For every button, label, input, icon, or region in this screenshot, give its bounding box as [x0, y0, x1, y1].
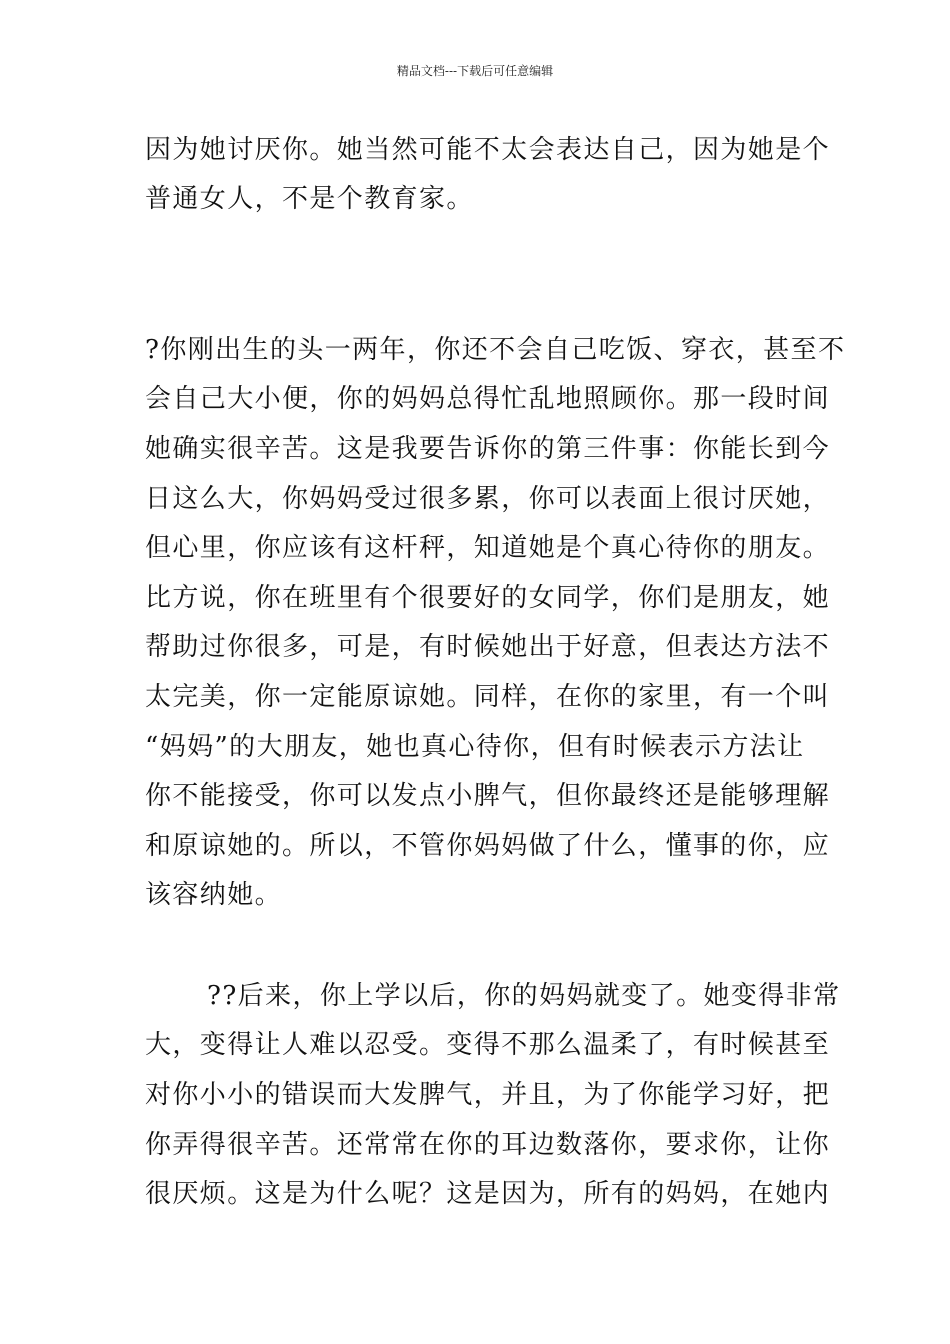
text-line: 和原谅她的。所以，不管你妈妈做了什么，懂事的你，应: [145, 831, 831, 861]
text-line: 太完美，你一定能原谅她。同样，在你的家里，有一个叫: [145, 682, 831, 712]
text-line: 但心里，你应该有这杆秤，知道她是个真心待你的朋友。: [145, 533, 831, 563]
page-header: 精品文档---下载后可任意编辑: [396, 64, 554, 78]
text-line: 大，变得让人难以忍受。变得不那么温柔了，有时候甚至: [145, 1030, 831, 1060]
text-line: 日这么大，你妈妈受过很多累，你可以表面上很讨厌她，: [145, 484, 831, 514]
text-line: “妈妈”的大朋友，她也真心待你，但有时候表示方法让: [145, 732, 805, 762]
text-line: 普通女人，不是个教育家。: [145, 184, 474, 214]
text-line: 对你小小的错误而大发脾气，并且，为了你能学习好，把: [145, 1080, 831, 1110]
text-line: ?你刚出生的头一两年，你还不会自己吃饭、穿衣，甚至不: [145, 335, 846, 365]
text-line: 会自己大小便，你的妈妈总得忙乱地照顾你。那一段时间: [145, 384, 831, 414]
text-line: 比方说，你在班里有个很要好的女同学，你们是朋友，她: [145, 583, 831, 613]
text-line: ??后来，你上学以后，你的妈妈就变了。她变得非常: [207, 981, 841, 1011]
text-line: 你不能接受，你可以发点小脾气，但你最终还是能够理解: [145, 781, 831, 811]
text-line: 很厌烦。这是为什么呢？这是因为，所有的妈妈，在她内: [145, 1179, 831, 1209]
text-line: 你弄得很辛苦。还常常在你的耳边数落你，要求你，让你: [145, 1130, 831, 1160]
text-line: 该容纳她。: [145, 880, 283, 910]
text-line: 她确实很辛苦。这是我要告诉你的第三件事：你能长到今: [145, 434, 831, 464]
text-line: 因为她讨厌你。她当然可能不太会表达自己，因为她是个: [145, 135, 831, 165]
text-line: 帮助过你很多，可是，有时候她出于好意，但表达方法不: [145, 632, 831, 662]
